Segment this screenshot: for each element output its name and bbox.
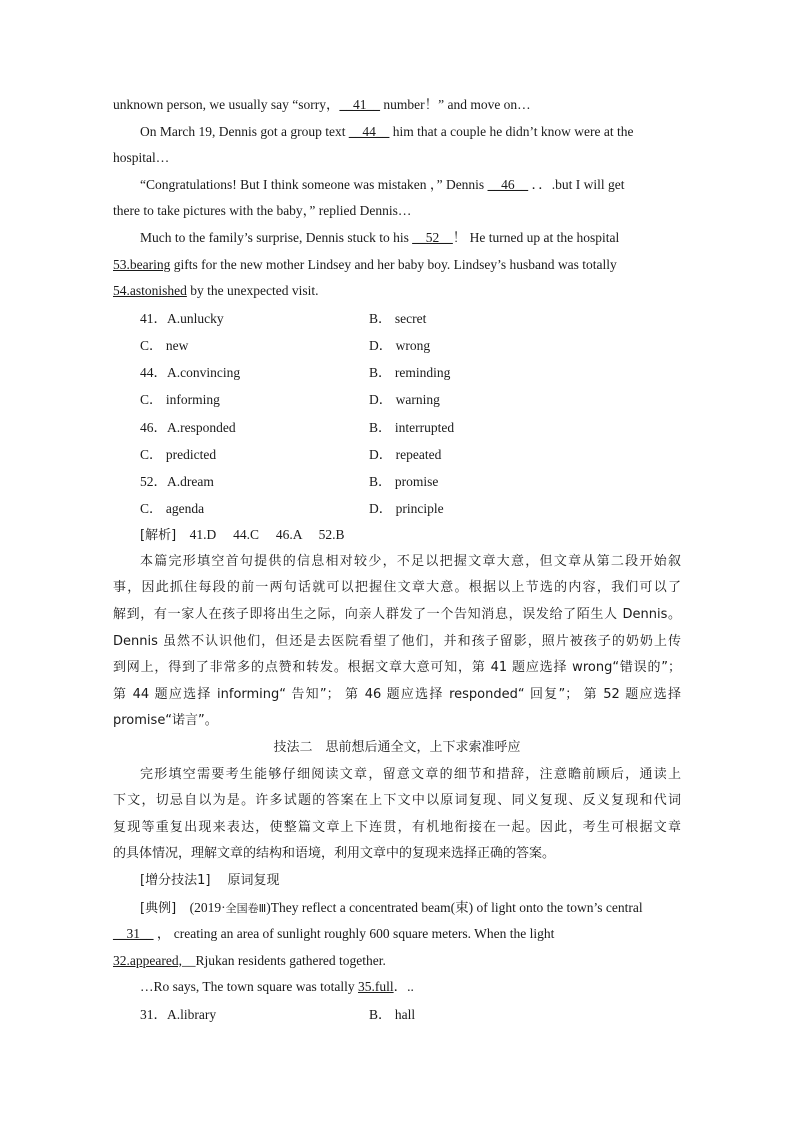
option-a: 52．A.dream	[140, 473, 214, 489]
underlined-word-35: 35.full	[357, 979, 394, 995]
text: ．..	[393, 979, 414, 995]
analysis-line: 本篇完形填空首句提供的信息相对较少，不足以把握文章大意，但文章从第二段开始叙	[140, 553, 681, 569]
passage-line-2	[113, 119, 681, 146]
analysis-answers	[113, 522, 681, 549]
option-a: 46．A.responded	[140, 419, 236, 435]
technique-line: 完形填空需要考生能够仔细阅读文章，留意文章的细节和措辞，注意瞻前顾后，通读上	[140, 766, 681, 782]
option-row	[113, 1001, 681, 1028]
analysis-line: Dennis 虽然不认识他们，但还是去医院看望了他们，并和孩子留影，照片被孩子的奶奶上传	[113, 633, 681, 649]
text: On March 19, Dennis got a group text	[140, 123, 349, 139]
text: (2019·	[176, 899, 226, 915]
text: “Congratulations! But I think someone was mistaken ，” Dennis	[140, 176, 488, 192]
passage-line-8	[113, 278, 681, 305]
passage-line-1	[113, 92, 681, 119]
option-c: C． informing	[140, 392, 220, 408]
analysis-line: 解到，有一家人在孩子即将出生之际，向亲人群发了一个告知消息，误发给了陌生人 Dennis。	[113, 607, 681, 623]
technique-line: 下文，切忌自以为是。许多试题的答案在上下文中以原词复现、同义复现、反义复现和代词	[113, 793, 681, 809]
blank-41: __41__	[339, 97, 380, 112]
blank-31: __31__	[113, 926, 154, 942]
option-row	[113, 359, 681, 386]
passage-line-6	[113, 225, 681, 252]
option-b: B． reminding	[369, 365, 451, 381]
option-d: D． wrong	[369, 337, 431, 353]
option-row	[113, 332, 681, 359]
technique-line: 复现等重复出现来表达，使整篇文章上下连贯，有机地衔接在一起。因此，考生可根据文章	[113, 819, 681, 835]
option-b: B． interrupted	[369, 419, 455, 435]
text: …Ro says, The town square was totally	[140, 979, 358, 995]
option-a: 41．A.unlucky	[140, 310, 224, 326]
text: ！ He turned up at the hospital	[452, 229, 620, 245]
text: by the unexpected visit.	[186, 283, 319, 299]
text: gifts for the new mother Lindsey and her baby boy. Lindsey’s husband was totally	[170, 256, 617, 272]
source-tag: 全国卷Ⅲ	[225, 901, 267, 915]
blank-52: __52__	[412, 229, 453, 245]
passage-line-5: there to take pictures with the baby，” replied Dennis…	[113, 203, 412, 219]
document-page	[113, 92, 681, 1028]
text: him that a couple he didn’t know were at the	[389, 123, 634, 139]
option-row	[113, 495, 681, 522]
option-row	[113, 468, 681, 495]
option-d: D． repeated	[369, 446, 442, 462]
option-d: D． warning	[369, 392, 440, 408]
text: ， creating an area of sunlight roughly 600 square meters. When the light	[153, 926, 555, 942]
underlined-word-32: 32.appeared,	[113, 952, 182, 968]
passage-line-4	[113, 172, 681, 199]
option-c: C． agenda	[140, 501, 205, 517]
example-line-4	[113, 974, 681, 1001]
option-row	[113, 414, 681, 441]
technique-sub-label: [增分技法1] 原词复现	[140, 872, 280, 888]
text: __Rjukan residents gathered together.	[181, 952, 386, 968]
blank-46: __46__	[487, 176, 529, 192]
analysis-line: 第 44 题应选择 informing“ 告知”； 第 46 题应选择 responded“ 回复”； 第 52 题应选择	[113, 686, 681, 702]
answer-key: 41.D 44.C 46.A 52.B	[189, 527, 345, 543]
option-c: C． predicted	[140, 446, 217, 462]
text: unknown person, we usually say “sorry，	[113, 97, 340, 112]
example-line-3	[113, 948, 681, 975]
option-d: D． principle	[369, 501, 444, 517]
options-list	[113, 305, 681, 523]
option-c: C． new	[140, 337, 189, 353]
text: Much to the family’s surprise, Dennis stuck to his	[140, 229, 413, 245]
blank-44: __44__	[348, 123, 390, 139]
option-a: 31．A.library	[140, 1006, 217, 1022]
underlined-word-53: 53.bearing	[113, 256, 171, 272]
text: ．．.but I will get	[528, 176, 625, 192]
option-row	[113, 305, 681, 332]
option-row	[113, 441, 681, 468]
example-line-1	[113, 895, 681, 922]
text: number！” and move on…	[379, 97, 531, 112]
analysis-label: [解析]	[140, 528, 177, 544]
analysis-line: promise“诺言”。	[113, 713, 218, 729]
option-b: B． hall	[369, 1006, 416, 1022]
analysis-line: 到网上，得到了非常多的点赞和转发。根据文章大意可知，第 41 题应选择 wrong“错误的”；	[113, 660, 681, 676]
passage-line-3: hospital…	[113, 150, 170, 166]
example-line-2	[113, 921, 681, 948]
option-a: 44．A.convincing	[140, 365, 241, 381]
technique-line: 的具体情况，理解文章的结构和语境，利用文章中的复现来选择正确的答案。	[113, 846, 556, 862]
option-b: B． secret	[369, 310, 427, 326]
option-b: B． promise	[369, 473, 439, 489]
section-heading: 技法二 思前想后通全文，上下求索准呼应	[273, 740, 521, 755]
example-label: [典例]	[140, 900, 177, 916]
text: )They reflect a concentrated beam(束) of light onto the town’s central	[266, 899, 643, 915]
option-row	[113, 386, 681, 413]
underlined-word-54: 54.astonished	[113, 283, 187, 299]
analysis-line: 事，因此抓住每段的前一两句话就可以把握住文章大意。根据以上节选的内容，我们可以了	[113, 580, 681, 596]
passage-line-7	[113, 252, 681, 279]
